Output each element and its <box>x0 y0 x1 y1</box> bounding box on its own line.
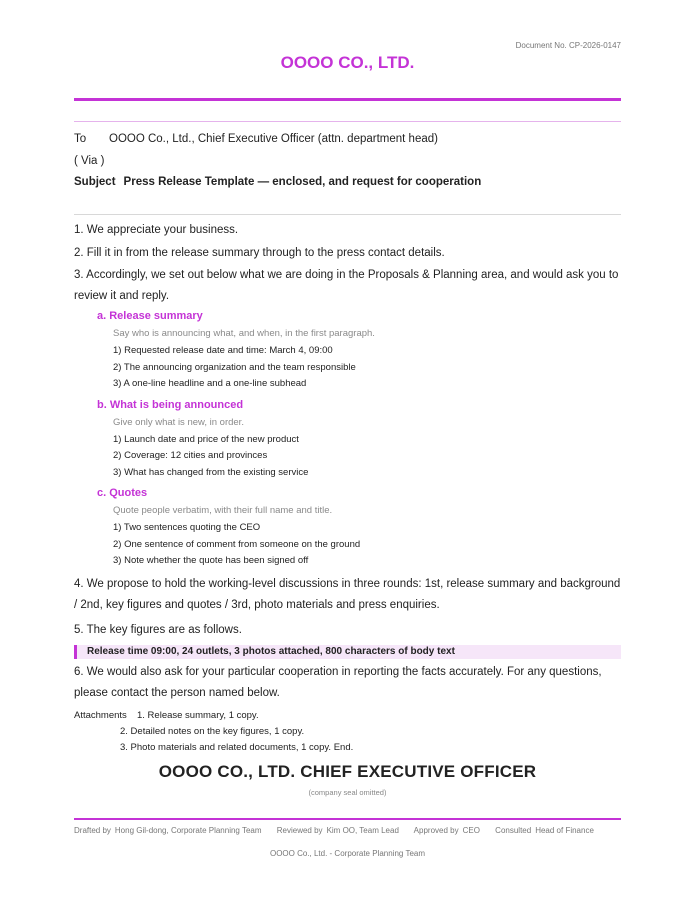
approval-value: Head of Finance <box>535 826 594 835</box>
approval-label: Consulted <box>495 826 532 835</box>
section-c-item-2: 2) One sentence of comment from someone on the ground <box>113 539 361 550</box>
section-b-guide: Give only what is new, in order. <box>113 417 244 428</box>
approval-consulted <box>495 826 594 835</box>
section-a-guide: Say who is announcing what, and when, in the first paragraph. <box>113 328 375 339</box>
section-b-item-2: 2) Coverage: 12 cities and provinces <box>113 450 268 461</box>
section-c-guide: Quote people verbatim, with their full name and title. <box>113 505 333 516</box>
section-b-item-1: 1) Launch date and price of the new product <box>113 434 299 445</box>
key-figures-highlight: Release time 09:00, 24 outlets, 3 photos attached, 800 characters of body text <box>74 645 621 659</box>
section-b-item-3: 3) What has changed from the existing service <box>113 467 309 478</box>
section-a-title: a. Release summary <box>97 310 203 322</box>
subject-divider <box>74 214 621 215</box>
approval-label: Reviewed by <box>276 826 323 835</box>
seal-note: (company seal omitted) <box>308 788 387 797</box>
section-c-item-3: 3) Note whether the quote has been signed off <box>113 555 309 566</box>
approval-line <box>74 826 607 835</box>
paragraph-4: 4. We propose to hold the working-level discussions in three rounds: 1st, release summary and background / 2nd, key figures and quotes / 3rd, photo materials and press enquiries. <box>74 578 621 611</box>
approval-label: Approved by <box>413 826 459 835</box>
section-c-item-1: 1) Two sentences quoting the CEO <box>113 522 261 533</box>
signature-title: OOOO CO., LTD. CHIEF EXECUTIVE OFFICER <box>158 762 537 781</box>
section-a-item-2: 2) The announcing organization and the team responsible <box>113 362 356 373</box>
approval-drafted <box>74 826 262 835</box>
document-number: Document No. CP-2026-0147 <box>515 41 621 50</box>
to-label: To <box>74 133 87 145</box>
paragraph-1: 1. We appreciate your business. <box>74 224 239 236</box>
approval-approved <box>414 826 480 835</box>
subject-line <box>74 176 481 188</box>
section-a-item-3: 3) A one-line headline and a one-line subhead <box>113 378 307 389</box>
approval-value: CEO <box>462 826 480 835</box>
via-line: ( Via ) <box>74 155 105 167</box>
footer-rule <box>74 818 621 820</box>
recipient-line <box>74 133 438 145</box>
approval-value: Kim OO, Team Lead <box>326 826 399 835</box>
header-thin-rule <box>74 121 621 122</box>
paragraph-5: 5. The key figures are as follows. <box>74 624 242 636</box>
paragraph-3: 3. Accordingly, we set out below what we are doing in the Proposals & Planning area, and would ask you to review it and reply. <box>74 269 619 302</box>
paragraph-6: 6. We would also ask for your particular cooperation in reporting the facts accurately. For any questions, please contact the person named below. <box>74 666 602 699</box>
subject-label: Subject <box>74 176 116 188</box>
organization-title: OOOO CO., LTD. <box>280 53 415 72</box>
attachment-item-3: 3. Photo materials and related documents, 1 copy. End. <box>120 742 354 753</box>
approval-label: Drafted by <box>74 826 111 835</box>
subject-value: Press Release Template — enclosed, and request for cooperation <box>123 176 482 188</box>
footer-organization: OOOO Co., Ltd. - Corporate Planning Team <box>269 849 426 858</box>
attachment-item-2: 2. Detailed notes on the key figures, 1 copy. <box>120 726 305 737</box>
paragraph-2: 2. Fill it in from the release summary through to the press contact details. <box>74 247 445 259</box>
to-value: OOOO Co., Ltd., Chief Executive Officer (attn. department head) <box>109 133 438 145</box>
header-thick-rule <box>74 98 621 101</box>
section-b-title: b. What is being announced <box>97 399 244 411</box>
attachment-item-1: 1. Release summary, 1 copy. <box>137 710 259 721</box>
approval-value: Hong Gil-dong, Corporate Planning Team <box>114 826 262 835</box>
attachments-label: Attachments <box>74 710 127 721</box>
approval-reviewed <box>277 826 399 835</box>
section-c-title: c. Quotes <box>97 487 148 499</box>
section-a-item-1: 1) Requested release date and time: March 4, 09:00 <box>113 345 333 356</box>
